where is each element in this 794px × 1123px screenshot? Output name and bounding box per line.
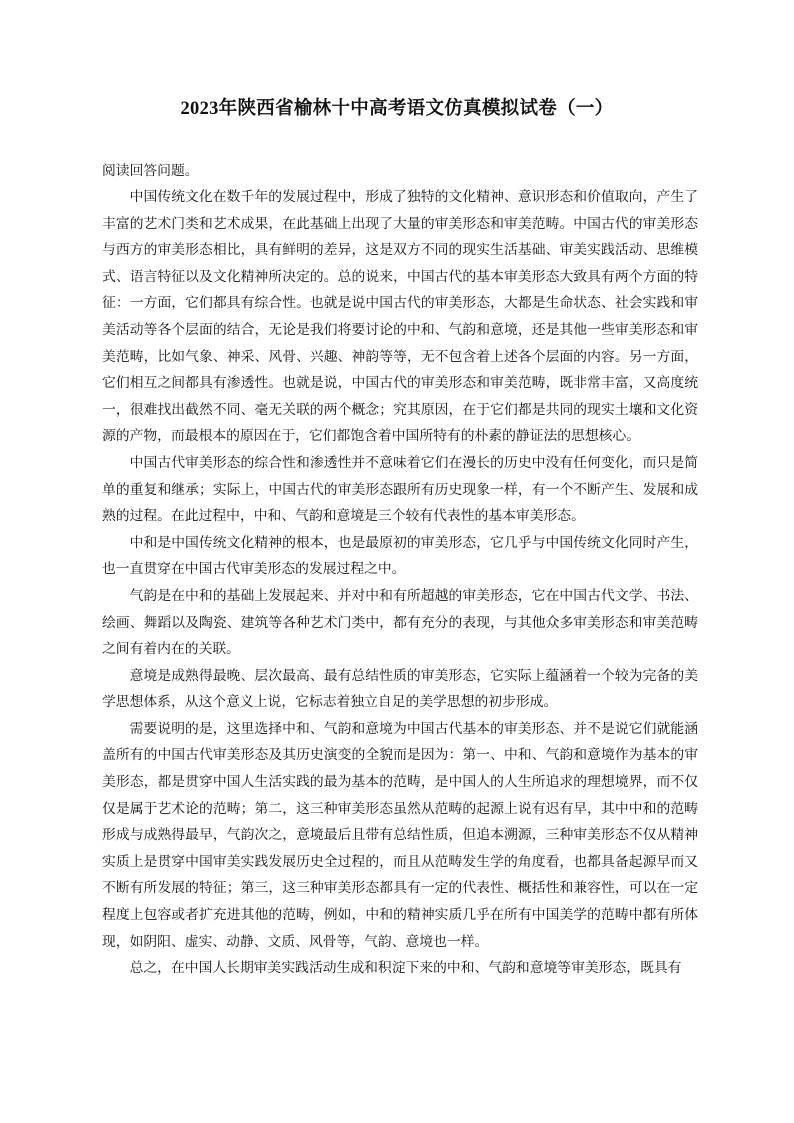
passage-paragraph: 中和是中国传统文化精神的根本，也是最原初的审美形态，它几乎与中国传统文化同时产生，也一直贯穿在中国古代审美形态的发展过程之中。 (102, 534, 698, 578)
passage-paragraph: 需要说明的是，这里选择中和、气韵和意境为中国古代基本的审美形态、并不是说它们就能涵盖所有的中国古代审美形态及其历史演变的全貌而是因为：第一、中和、气韵和意境作为基本的审美形态，都是贯穿中国人生活实践的最为基本的范畴，是中国人的人生所追求的理想境界，而不仅仅是属于艺术论的范畴；第二，这三种审美形态虽然从范畴的起源上说有迟有早，其中中和的范畴形成与成熟得最早，气韵次之，意境最后且带有总结性质，但追本溯源，三种审美形态不仅从精神实质上是贯穿中国审美实践发展历史全过程的，而且从范畴发生学的角度看，也都具备起源早而又不断有所发展的特征；第三，这三种审美形态都具有一定的代表性、概括性和兼容性，可以在一定程度上包容或者扩充进其他的范畴，例如，中和的精神实质几乎在所有中国美学的范畴中都有所体现，如阴阳、虚实、动静、文质、风骨等，气韵、意境也一样。 (102, 720, 698, 950)
passage-paragraph: 中国古代审美形态的综合性和渗透性并不意味着它们在漫长的历史中没有任何变化，而只是简单的重复和继承；实际上，中国古代的审美形态跟所有历史现象一样，有一个不断产生、发展和成熟的过程。在此过程中，中和、气韵和意境是三个较有代表性的基本审美形态。 (102, 454, 698, 525)
document-title: 2023年陕西省榆林十中高考语文仿真模拟试卷（一） (180, 99, 614, 119)
passage-paragraph: 气韵是在中和的基础上发展起来、并对中和有所超越的审美形态，它在中国古代文学、书法、绘画、舞蹈以及陶瓷、建筑等各种艺术门类中，都有充分的表现，与其他众多审美形态和审美范畴之间有着内在的关联。 (102, 587, 698, 658)
passage-paragraph: 总之，在中国人长期审美实践活动生成和积淀下来的中和、气韵和意境等审美形态，既具有 (129, 960, 682, 977)
passage-paragraph: 中国传统文化在数千年的发展过程中，形成了独特的文化精神、意识形态和价值取向，产生了丰富的艺术门类和艺术成果，在此基础上出现了大量的审美形态和审美范畴。中国古代的审美形态与西方的审美形态相比，具有鲜明的差异，这是双方不同的现实生活基础、审美实践活动、思维模式、语言特征以及文化精神所决定的。总的说来，中国古代的基本审美形态大致具有两个方面的特征：一方面，它们都具有综合性。也就是说中国古代的审美形态，大都是生命状态、社会实践和审美活动等各个层面的结合，无论是我们将要讨论的中和、气韵和意境，还是其他一些审美形态和审美范畴，比如气象、神采、风骨、兴趣、神韵等等，无不包含着上述各个层面的内容。另一方面，它们相互之间都具有渗透性。也就是说，中国古代的审美形态和审美范畴，既非常丰富，又高度统一，很难找出截然不同、毫无关联的两个概念；究其原因，在于它们都是共同的现实土壤和文化资源的产物，而最根本的原因在于，它们都饱含着中国所特有的朴素的静证法的思想核心。 (102, 189, 698, 445)
passage-paragraph: 意境是成熟得最晚、层次最高、最有总结性质的审美形态，它实际上蕴涵着一个较为完备的美学思想体系，从这个意义上说，它标志着独立自足的美学思想的初步形成。 (102, 667, 698, 711)
reading-instruction: 阅读回答问题。 (102, 163, 199, 179)
passage-body (102, 184, 698, 982)
